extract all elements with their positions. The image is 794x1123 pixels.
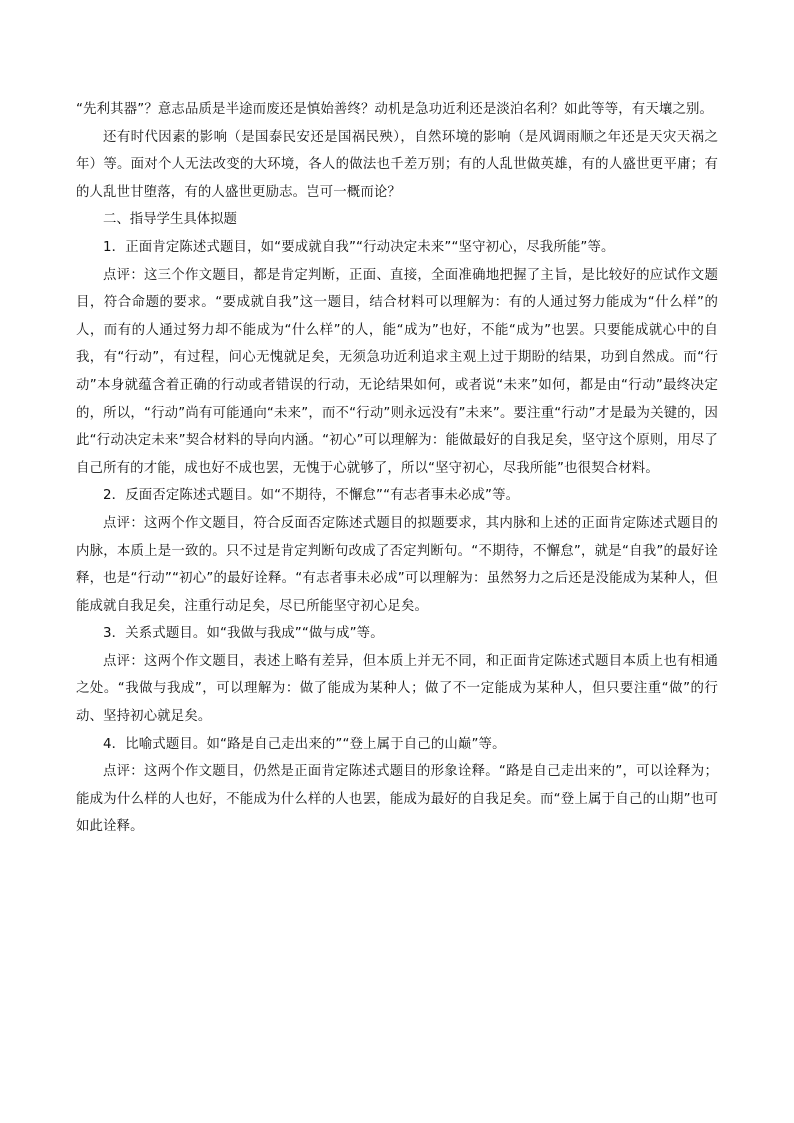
item-1-comment: 点评：这三个作文题目，都是肯定判断，正面、直接，全面准确地把握了主旨，是比较好的应试作文题目，符合命题的要求。“要成就自我”这一题目，结合材料可以理解为：有的人通过努力能成为“什么样”的人，而有的人通过努力却不能成为“什么样”的人，能“成为”也好，不能“成为”也罢。只要能成就心中的自我，有“行动”，有过程，问心无愧就足矣，无须急功近利追求主观上过于期盼的结果，功到自然成。而“行动”本身就蕴含着正确的行动或者错误的行动，无论结果如何，或者说“未来”如何，都是由“行动”最终决定的，所以，“行动”尚有可能通向“未来”，而不“行动”则永远没有”未来”。要注重“行动”才是最为关键的，因此“行动决定未来”契合材料的导向内涵。“初心”可以理解为：能做最好的自我足矣，坚守这个原则，用尽了自己所有的才能，成也好不成也罢，无愧于心就够了，所以“坚守初心，尽我所能”也很契合材料。 bbox=[76, 267, 718, 476]
item-4-title: 4．比喻式题目。如“路是自己走出来的”“登上属于自己的山巅”等。 bbox=[103, 736, 506, 752]
item-2-comment: 点评：这两个作文题目，符合反面否定陈述式题目的拟题要求，其内脉和上述的正面肯定陈述式题目的内脉，本质上是一致的。只不过是肯定判断句改成了否定判断句。“不期待，不懈怠”，就是“自我”的最好诠释，也是“行动”“初心”的最好诠释。“有志者事未必成”可以理解为：虽然努力之后还是没能成为某种人，但能成就自我足矣，注重行动足矣，尽已所能坚守初心足矣。 bbox=[76, 515, 718, 614]
item-2-title: 2．反面否定陈述式题目。如“不期待，不懈怠”“有志者事未必成”等。 bbox=[103, 488, 520, 504]
document-page bbox=[76, 96, 718, 841]
item-3-title: 3．关系式题目。如“我做与我成”“做与成”等。 bbox=[103, 626, 384, 642]
item-1-title: 1．正面肯定陈述式题目，如“要成就自我”“行动决定未来”“坚守初心，尽我所能”等。 bbox=[103, 239, 615, 255]
item-4-comment: 点评：这两个作文题目，仍然是正面肯定陈述式题目的形象诠释。“路是自己走出来的”，可以诠释为；能成为什么样的人也好，不能成为什么样的人也罢，能成为最好的自我足矣。而“登上属于自己的山期”也可如此诠释。 bbox=[76, 764, 718, 835]
section-heading: 二、指导学生具体拟题 bbox=[103, 212, 237, 228]
paragraph-era-factors: 还有时代因素的影响（是国泰民安还是国祸民殃），自然环境的影响（是风调雨顺之年还是天灾天祸之年）等。面对个人无法改变的大环境，各人的做法也千差万别；有的人乱世做英雄，有的人盛世更平庸；有的人乱世甘堕落，有的人盛世更励志。岂可一概而论？ bbox=[76, 129, 718, 200]
item-3-comment: 点评：这两个作文题目，表述上略有差异，但本质上并无不同，和正面肯定陈述式题目本质上也有相通之处。“我做与我成”，可以理解为：做了能成为某种人；做了不一定能成为某种人，但只要注重“做”的行动、坚持初心就足矣。 bbox=[76, 653, 718, 725]
paragraph-continuation: “先利其器”？意志品质是半途而废还是慎始善终？动机是急功近利还是淡泊名利？如此等等，有天壤之别。 bbox=[76, 102, 714, 117]
